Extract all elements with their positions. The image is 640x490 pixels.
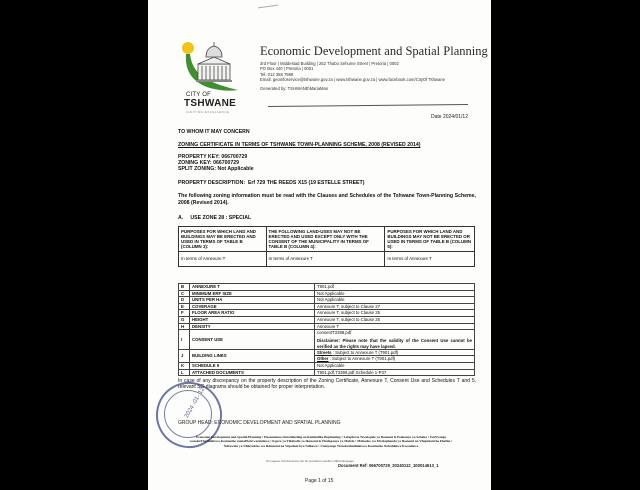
property-description-label: PROPERTY DESCRIPTION: [178, 180, 246, 186]
language-note: On request, this document can be provided in another official language [266, 459, 354, 463]
header-divider [268, 104, 468, 107]
row-value: Not Applicable [315, 290, 475, 297]
property-description [178, 180, 364, 186]
logo-city-of: CITY OF [186, 92, 211, 98]
table-header-cell: PURPOSES FOR WHICH LAND AND BUILDINGS MAY NOT BE ERECTED OR USED IN TERMS OF TABLE B (COLUMN 5): [385, 227, 475, 252]
table-row [179, 290, 475, 297]
row-key: E [179, 303, 190, 310]
row-label: ATTACHED DOCUMENTS [190, 369, 315, 376]
consent-use-row [179, 330, 475, 350]
address-line: PO Box 440 | Pretoria | 0001 [260, 66, 314, 72]
consent-file: consentT3398.pdf [317, 330, 352, 336]
other-text: : Subject to Annexure T (T901.pdf) [329, 356, 396, 362]
table-row [179, 316, 475, 323]
row-key: L [179, 369, 190, 376]
property-key: PROPERTY KEY: 066700729 [178, 154, 248, 160]
building-logo-icon [180, 40, 240, 95]
address-line: Email: geoinfoservice@tshwane.gov.za | www.tshwane.gov.za | www.facebook.com/CityOf Tshwane [260, 77, 445, 83]
table-row [179, 362, 475, 369]
property-description-value: Erf 729 THE REEDS X15 (19 ESTELLE STREET) [247, 180, 365, 186]
address-line: Tel: 012 358 7988 [260, 71, 294, 77]
row-label: MINIMUM ERF SIZE [190, 290, 315, 297]
generated-by: Generated by: TSHWANE\MariaMan [260, 86, 329, 91]
row-key: D [179, 297, 190, 304]
row-key: I [179, 330, 190, 350]
table-row [179, 284, 475, 291]
row-key: C [179, 290, 190, 297]
row-label: SCHEDULE 5 [190, 362, 315, 369]
table-row [179, 369, 475, 376]
address-block [260, 61, 445, 83]
row-value: T901.pdf [315, 284, 475, 291]
table-cell: In terms of Annexure T [179, 251, 267, 266]
discrepancy-note: In case of any discrepancy on the property description of the Zoning Certificate, Annexure T, Consent Use and Schedules T and 5, relevant SG diagrams should be obtained for proper interpretation. [178, 378, 476, 391]
intro-paragraph: The following zoning information must be read with the Clauses and Schedules of the Tshwane Town-Planning Scheme, 2008 (Revised 2014). [178, 193, 476, 206]
scan-mark [258, 5, 278, 9]
logo-tshwane: TSHWANE [184, 98, 237, 109]
row-value: Not Applicable [315, 362, 475, 369]
streets-label: Streets [317, 349, 332, 355]
page-number: Page 1 of 15 [305, 478, 334, 484]
row-label: DENSITY [190, 323, 315, 330]
row-key: K [179, 362, 190, 369]
section-a-heading: A. USE ZONE 28 : SPECIAL [178, 215, 252, 221]
consent-disclaimer: Disclaimer: Please note that the validity of the Consent Use cannot be verified as the rights may have lapsed. [317, 338, 472, 349]
document-page [148, 0, 491, 490]
row-label: ANNEXURE T [190, 284, 315, 291]
row-label: HEIGHT [190, 316, 315, 323]
table-row [179, 303, 475, 310]
building-lines-row [179, 349, 475, 356]
salutation: TO WHOM IT MAY CONCERN [178, 129, 250, 135]
keys-block [178, 154, 254, 172]
table-row [179, 297, 475, 304]
table-row [179, 323, 475, 330]
row-label: FLOOR AREA RATIO [190, 310, 315, 317]
row-key: H [179, 323, 190, 330]
other-label: Other [317, 356, 329, 362]
row-value: Annexure T [315, 323, 475, 330]
row-key: F [179, 310, 190, 317]
row-label: COVERAGE [190, 303, 315, 310]
consent-use-value [315, 330, 475, 350]
table-header-row [179, 227, 475, 252]
stamp-date: 2024 -01- 12 [183, 386, 207, 420]
row-value: Not Applicable [315, 297, 475, 304]
department-title: Economic Development and Spatial Planning [260, 44, 488, 58]
table-header-cell: THE FOLLOWING LAND-USES MAY NOT BE ERECTED AND USED EXCEPT ONLY WITH THE CONSENT OF THE MUNICIPALITY IN TERMS OF TABLE B (COLUMN 4): [266, 227, 385, 252]
multilingual-department-names: Economic Development and Spatial Planning • Ekonomiese Ontwikkeling en Ruimtelike Beplanning • Lefapha la Tswelopele ya Ikonomi le Peakanyo ya Sebaka • UmNyango wezokuThuthukiswa Komnotho namaPlani wezindawo • Kgoro ya Tihabollo ya Ikonomi le Thulaganyo ya Mafelo • Muhasho wa Mvelaphanda ya Ikonomi na Vhupulani ha Fhethu • Ndzawulo ya Nhluvukiso wa Ikhonomi na Vupulani bya Ndhawu • Umnyango Wezokuthuthukiswa Komnotho Nokuhlelwa Kwendawo [189, 435, 453, 448]
row-label: UNITS PER HA [190, 297, 315, 304]
document-reference: Document Ref: 066700729_20240112_100014613_1 [338, 463, 439, 468]
other-value [315, 356, 475, 363]
row-value: Annexure T, subject to Clause 25 [315, 310, 475, 317]
streets-value [315, 349, 475, 356]
row-value: Annexure T, subject to Clause 25 [315, 316, 475, 323]
table-row [179, 251, 475, 266]
table-cell: In terms of Annexure T [385, 251, 475, 266]
document-date: Date 2024/01/12 [431, 114, 468, 120]
logo-tagline: IGNITING EXCELLENCE [186, 110, 230, 114]
row-value: Annexure T, subject to Clause 27 [315, 303, 475, 310]
row-key: J [179, 349, 190, 362]
row-key: G [179, 316, 190, 323]
group-head-signature: GROUP HEAD: ECONOMIC DEVELOPMENT AND SPATIAL PLANNING [178, 420, 341, 426]
row-key: B [179, 284, 190, 291]
streets-text: : Subject to Annexure T (T901.pdf) [332, 349, 399, 355]
table-cell: In terms of Annexure T [266, 251, 385, 266]
attached-documents-link[interactable]: T901.pdf,T3398.pdf,Schedule 1-P37 [315, 369, 475, 376]
table-row [179, 310, 475, 317]
table-header-cell: PURPOSES FOR WHICH LAND AND BUILDINGS MAY BE ERECTED AND USED IN TERMS OF TABLE B (COLUMN 3): [179, 227, 267, 252]
use-zone-table [178, 226, 475, 267]
row-label: CONSENT USE [190, 330, 315, 350]
row-label: BUILDING LINES [190, 349, 315, 362]
zoning-key: ZONING KEY: 066700729 [178, 160, 240, 166]
split-zoning: SPLIT ZONING: Not Applicable [178, 166, 254, 172]
address-line: 3rd Floor | Middestad Building | 252 Thabo Sehume Street | Pretoria | 0002 [260, 61, 399, 66]
certificate-title: ZONING CERTIFICATE IN TERMS OF TSHWANE TOWN-PLANNING SCHEME, 2008 (REVISED 2014) [178, 142, 421, 148]
zoning-details-table [178, 283, 475, 376]
